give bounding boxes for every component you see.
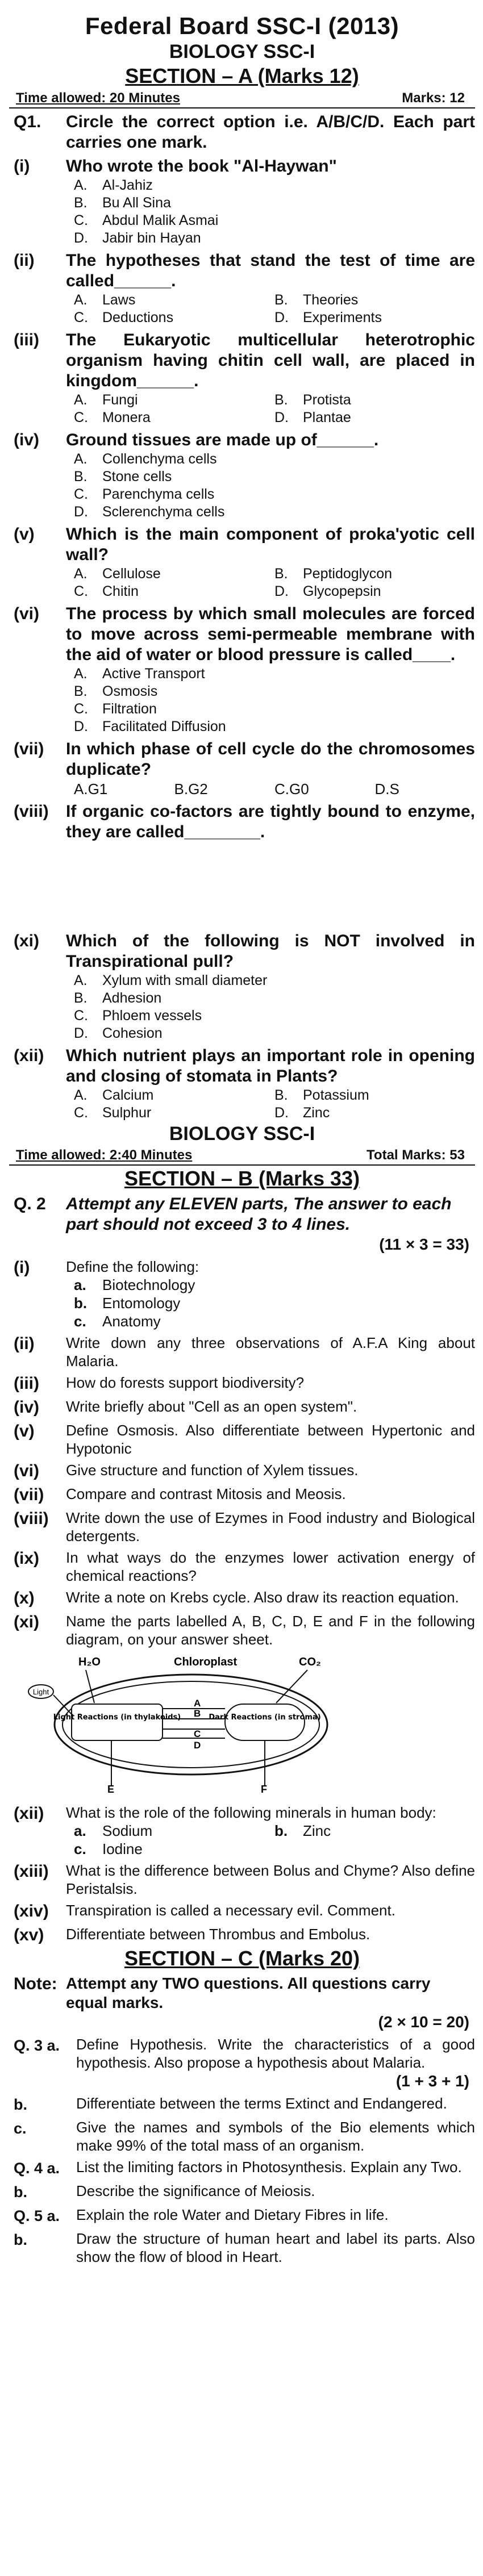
- option-letter: B.: [274, 292, 288, 308]
- question-body: [66, 1612, 475, 1648]
- short-question: [9, 1548, 475, 1585]
- sub-letter: c.: [74, 1313, 86, 1330]
- chloroplast-label: Chloroplast: [174, 1656, 238, 1668]
- question-text: Differentiate between Thrombus and Embolus.: [66, 1926, 370, 1943]
- question-text: In what ways do the enzymes lower activation energy of chemical reactions?: [66, 1549, 475, 1584]
- option-letter: D.: [274, 583, 289, 599]
- light-label: Light: [32, 1688, 49, 1696]
- question-body: [66, 1421, 475, 1458]
- option-letter: D.: [274, 1105, 289, 1121]
- mcq-question: [9, 739, 475, 798]
- option-text: Sclerenchyma cells: [102, 504, 225, 520]
- option-letter: B.: [274, 392, 288, 408]
- option-text: Active Transport: [102, 666, 205, 682]
- question-number: (viii): [14, 1509, 49, 1528]
- question-body: [66, 1548, 475, 1585]
- option-text: Jabir bin Hayan: [102, 230, 201, 246]
- question-number: b.: [14, 2096, 27, 2113]
- option-letter: B.: [74, 683, 88, 699]
- blank-gap: [9, 842, 475, 928]
- label-a: A: [194, 1698, 201, 1709]
- question-text: Define Osmosis. Also differentiate between Hypertonic and Hypotonic: [66, 1422, 475, 1457]
- question-text: Draw the structure of human heart and label its parts. Also show the flow of blood in Heart.: [76, 2230, 475, 2265]
- option-letter: B.: [274, 566, 288, 582]
- question-body: [66, 1901, 475, 1919]
- question-text: List the limiting factors in Photosynthesis. Explain any Two.: [76, 2159, 462, 2176]
- long-question: [9, 2035, 475, 2091]
- paper-title: Federal Board SSC-I (2013): [85, 12, 399, 39]
- question-number: (viii): [14, 802, 49, 821]
- option-letter: A.: [74, 451, 88, 467]
- question-number: Q. 4 a.: [14, 2160, 60, 2177]
- question-number: (xi): [14, 1613, 39, 1631]
- total-marks: Total Marks: 53: [367, 1147, 465, 1163]
- section-b-heading: SECTION – B (Marks 33): [124, 1167, 360, 1190]
- co2-label: CO₂: [299, 1656, 321, 1668]
- question-number: Q1.: [14, 112, 41, 131]
- option-text: Abdul Malik Asmai: [102, 212, 219, 228]
- option-letter: B.: [74, 990, 88, 1006]
- question-2: [9, 1194, 475, 1254]
- option-text: Laws: [102, 292, 136, 308]
- option-text: Bu All Sina: [102, 195, 171, 211]
- mcq-question: [9, 156, 475, 247]
- option-letter: b.: [274, 1822, 288, 1839]
- option-letter: A.: [74, 292, 88, 308]
- option-letter: B.: [74, 195, 88, 211]
- question-body: [66, 1485, 475, 1503]
- option-letter: C.: [274, 780, 289, 798]
- option-letter: D.: [274, 410, 289, 425]
- option-text: G1: [88, 780, 108, 798]
- note-label: Note:: [14, 1974, 57, 1993]
- option-text: Al-Jahiz: [102, 177, 153, 193]
- question-text: Ground tissues are made up of______.: [66, 431, 379, 449]
- question-body: [66, 524, 475, 600]
- question-body: [76, 2118, 475, 2155]
- question-text: Who wrote the book "Al-Haywan": [66, 157, 337, 176]
- question-text: What is the role of the following minerals in human body:: [66, 1804, 436, 1821]
- question-number: Q. 3 a.: [14, 2037, 60, 2054]
- options-list: [66, 177, 475, 247]
- question-body: [66, 1509, 475, 1545]
- question-number: (vii): [14, 1485, 44, 1504]
- question-body: [66, 1373, 475, 1392]
- short-question: [9, 1397, 475, 1418]
- short-question: [9, 1612, 475, 1648]
- option-letter: C.: [74, 1105, 88, 1121]
- option-text: Peptidoglycon: [303, 566, 393, 582]
- minerals-list: [66, 1822, 475, 1858]
- section-c-note: [9, 1974, 475, 2032]
- options-list: [66, 1087, 475, 1122]
- option-text: Osmosis: [102, 683, 158, 699]
- option-letter: B.: [74, 469, 88, 485]
- option-text: Adhesion: [102, 990, 162, 1006]
- long-questions: [9, 2035, 475, 2266]
- short-question: [9, 1258, 475, 1330]
- question-body: [66, 1461, 475, 1479]
- question-number: (i): [14, 1258, 30, 1277]
- option: [74, 780, 174, 798]
- option-text: Iodine: [102, 1840, 143, 1857]
- question-text: Give structure and function of Xylem tissues.: [66, 1462, 359, 1479]
- question-number: (xi): [14, 932, 39, 950]
- option-text: S: [389, 780, 399, 798]
- option: [174, 780, 275, 798]
- question-body: [66, 604, 475, 736]
- question-number: (xii): [14, 1804, 44, 1823]
- option-letter: A.: [74, 392, 88, 408]
- question-body: [76, 2182, 475, 2200]
- mcq-question: [9, 430, 475, 521]
- question-text: Differentiate between the terms Extinct and Endangered.: [76, 2095, 447, 2112]
- mcq-question: [9, 931, 475, 1042]
- question-text: Explain the role Water and Dietary Fibres in life.: [76, 2206, 389, 2223]
- label-e: E: [107, 1784, 115, 1794]
- option-text: Filtration: [102, 701, 157, 717]
- marks-a: Marks: 12: [402, 90, 465, 106]
- mcq-question: [9, 604, 475, 736]
- time-allowed-part2: Time allowed: 2:40 Minutes: [16, 1147, 193, 1163]
- subject-title: BIOLOGY SSC-I: [169, 41, 315, 62]
- question-text: Which of the following is NOT involved in Transpirational pull?: [66, 932, 475, 971]
- options-list: [66, 972, 475, 1042]
- option-text: Fungi: [102, 392, 138, 408]
- option-letter: D.: [74, 230, 88, 246]
- option-text: Theories: [303, 292, 359, 308]
- long-question: [9, 2206, 475, 2226]
- options-list: [66, 565, 475, 600]
- question-text: Which nutrient plays an important role in opening and closing of stomata in Plants?: [66, 1046, 475, 1085]
- option-text: Glycopepsin: [303, 583, 381, 599]
- section-a-meta: [9, 88, 475, 108]
- option-letter: A.: [74, 566, 88, 582]
- question-number: (vi): [14, 1462, 39, 1480]
- question-number: (ix): [14, 1549, 39, 1568]
- short-question: [9, 1461, 475, 1481]
- question-body: [66, 801, 475, 842]
- question-number: b.: [14, 2183, 27, 2201]
- question-number: (iii): [14, 331, 39, 349]
- short-question: [9, 1421, 475, 1458]
- question-text: Define the following:: [66, 1258, 199, 1275]
- option-letter: C.: [74, 1008, 88, 1024]
- sub-parts: [66, 1276, 475, 1330]
- option-text: Protista: [303, 392, 351, 408]
- label-d: D: [194, 1740, 201, 1751]
- sub-letter: b.: [74, 1295, 88, 1312]
- question-text: Which is the main component of proka'yotic cell wall?: [66, 525, 475, 564]
- question-number: (x): [14, 1589, 35, 1608]
- option-text: Monera: [102, 410, 151, 425]
- option-text: G0: [289, 780, 309, 798]
- h2o-label: H₂O: [78, 1656, 101, 1668]
- part2-subject-title: BIOLOGY SSC-I: [169, 1123, 315, 1145]
- part2-meta: [9, 1145, 475, 1166]
- option: [274, 780, 375, 798]
- question-body: [66, 931, 475, 1042]
- option-letter: C.: [74, 583, 88, 599]
- question-text: Write down any three observations of A.F.A King about Malaria.: [66, 1334, 475, 1370]
- note-marks: (2 × 10 = 20): [378, 2013, 469, 2031]
- sub-text: Entomology: [102, 1295, 181, 1312]
- question-number: (iv): [14, 431, 39, 449]
- question-body: [76, 2094, 475, 2112]
- option-letter: D.: [74, 504, 88, 520]
- option-letter: C.: [74, 701, 88, 717]
- question-number: (ii): [14, 1334, 35, 1353]
- option-letter: A.: [74, 177, 88, 193]
- option-letter: A.: [74, 780, 88, 798]
- question-body: [66, 1397, 475, 1416]
- option-text: Stone cells: [102, 469, 172, 485]
- question-text: The process by which small molecules are forced to move across semi-permeable membrane with the aid of water or blood pressure is called____.: [66, 604, 475, 664]
- options-list: [66, 450, 475, 521]
- options-list: [66, 780, 475, 798]
- mcq-question: [9, 1046, 475, 1122]
- option-text: G2: [188, 780, 208, 798]
- dark-reactions-box: [225, 1704, 305, 1740]
- section-c-heading: SECTION – C (Marks 20): [124, 1947, 360, 1970]
- question-text: The hypotheses that stand the test of time are called______.: [66, 251, 475, 290]
- option-letter: D.: [374, 780, 390, 798]
- option-text: Calcium: [102, 1087, 154, 1103]
- long-question: [9, 2158, 475, 2178]
- option-letter: B.: [274, 1087, 288, 1103]
- question-body: [76, 2035, 475, 2091]
- sub-letter: a.: [74, 1276, 86, 1293]
- label-c: C: [194, 1729, 201, 1739]
- short-question: [9, 1509, 475, 1545]
- note-text: Attempt any TWO questions. All questions carry equal marks.: [66, 1974, 431, 2011]
- option: [375, 780, 476, 798]
- question-text: If organic co-factors are tightly bound to enzyme, they are called________.: [66, 802, 475, 841]
- option-letter: C.: [74, 212, 88, 228]
- option-letter: A.: [74, 1087, 88, 1103]
- option-text: Sulphur: [102, 1105, 152, 1121]
- options-list: [66, 291, 475, 327]
- option-letter: D.: [74, 719, 88, 734]
- question-number: Q. 5 a.: [14, 2207, 60, 2224]
- mcq-question: [9, 801, 475, 842]
- short-question: [9, 1334, 475, 1370]
- option-letter: D.: [274, 310, 289, 325]
- question-number: b.: [14, 2231, 27, 2248]
- option-letter: c.: [74, 1840, 86, 1857]
- option-text: Experiments: [303, 310, 382, 325]
- long-question: [9, 2118, 475, 2155]
- option-letter: C.: [74, 486, 88, 502]
- short-question: [9, 1901, 475, 1922]
- question-number: (vi): [14, 604, 39, 623]
- sub-text: Anatomy: [102, 1313, 161, 1330]
- option-text: Chitin: [102, 583, 139, 599]
- option-letter: C.: [74, 410, 88, 425]
- question-number: Q. 2: [14, 1195, 46, 1213]
- question-text: Give the names and symbols of the Bio elements which make 99% of the total mass of an organism.: [76, 2119, 475, 2154]
- question-text: Transpiration is called a necessary evil. Comment.: [66, 1902, 395, 1919]
- option-text: Sodium: [102, 1822, 153, 1839]
- question-body: [66, 1258, 475, 1330]
- option-text: Cellulose: [102, 566, 161, 582]
- option-letter: C.: [74, 310, 88, 325]
- question-text: How do forests support biodiversity?: [66, 1374, 305, 1391]
- question-number: (i): [14, 157, 30, 176]
- option-letter: D.: [74, 1025, 88, 1041]
- question-text: Attempt any ELEVEN parts, The answer to each part should not exceed 3 to 4 lines.: [66, 1195, 452, 1234]
- question-number: (xv): [14, 1926, 44, 1944]
- question-body: [66, 430, 475, 521]
- question-marks: (1 + 3 + 1): [395, 2072, 469, 2090]
- question-number: (v): [14, 1422, 35, 1441]
- option-text: Plantae: [303, 410, 351, 425]
- option-text: Zinc: [303, 1105, 330, 1121]
- option-text: Facilitated Diffusion: [102, 719, 226, 734]
- option-text: Collenchyma cells: [102, 451, 217, 467]
- question-number: (v): [14, 525, 35, 544]
- question-number: (iv): [14, 1398, 39, 1417]
- question-number: (xii): [14, 1046, 44, 1065]
- question-body: [66, 1046, 475, 1122]
- question-number: (xiii): [14, 1862, 49, 1881]
- question-number: (ii): [14, 251, 35, 270]
- light-reactions-label: Light Reactions (in thylakoids): [53, 1713, 181, 1722]
- label-b: B: [194, 1708, 201, 1719]
- question-1: [9, 112, 475, 153]
- short-question-xii: [9, 1803, 475, 1858]
- short-question: [9, 1373, 475, 1394]
- options-list: [66, 665, 475, 736]
- question-body: [66, 156, 475, 247]
- short-questions-continued: [9, 1861, 475, 1945]
- question-text: Write a note on Krebs cycle. Also draw its reaction equation.: [66, 1589, 459, 1606]
- question-body: [76, 2230, 475, 2266]
- question-number: c.: [14, 2120, 27, 2137]
- option-text: Zinc: [303, 1822, 331, 1839]
- mcq-question: [9, 250, 475, 327]
- question-body: [66, 739, 475, 798]
- question-body: [66, 1588, 475, 1606]
- question-text: What is the difference between Bolus and Chyme? Also define Peristalsis.: [66, 1862, 475, 1897]
- section-a-heading: SECTION – A (Marks 12): [125, 64, 359, 87]
- question-text: Write down the use of Ezymes in Food industry and Biological detergents.: [66, 1509, 475, 1544]
- question-body: [66, 330, 475, 427]
- mcq-question: [9, 330, 475, 427]
- short-question: [9, 1861, 475, 1898]
- option-letter: A.: [74, 972, 88, 988]
- option-letter: A.: [74, 666, 88, 682]
- mcq-list-continued: [9, 931, 475, 1122]
- option-text: Cohesion: [102, 1025, 163, 1041]
- options-list: [66, 391, 475, 427]
- dark-reactions-label: Dark Reactions (in stroma): [209, 1713, 321, 1722]
- time-allowed-a: Time allowed: 20 Minutes: [16, 90, 180, 106]
- mcq-question: [9, 524, 475, 600]
- mcq-list: [9, 156, 475, 842]
- short-questions: [9, 1258, 475, 1648]
- question-text: Name the parts labelled A, B, C, D, E and F in the following diagram, on your answer sheet.: [66, 1613, 475, 1648]
- long-question: [9, 2094, 475, 2115]
- option-letter: B.: [174, 780, 189, 798]
- option-text: Parenchyma cells: [102, 486, 215, 502]
- short-question: [9, 1925, 475, 1945]
- question-number: (xiv): [14, 1902, 49, 1920]
- long-question: [9, 2230, 475, 2266]
- question-text: The Eukaryotic multicellular heterotrophic organism having chitin cell wall, are placed in kingdom______.: [66, 331, 475, 390]
- question-body: [66, 1334, 475, 1370]
- option-letter: a.: [74, 1822, 86, 1839]
- label-f: F: [261, 1784, 267, 1794]
- question-body: [76, 2158, 475, 2176]
- question-text: Write briefly about "Cell as an open system".: [66, 1398, 357, 1415]
- question-number: (iii): [14, 1374, 39, 1393]
- question-text: In which phase of cell cycle do the chromosomes duplicate?: [66, 740, 475, 779]
- exam-page: [0, 12, 483, 2576]
- question-body: [66, 1925, 475, 1943]
- sub-text: Biotechnology: [102, 1276, 195, 1293]
- question-text: Compare and contrast Mitosis and Meosis.: [66, 1485, 346, 1502]
- short-question: [9, 1485, 475, 1505]
- photosynthesis-diagram: [26, 1652, 344, 1794]
- question-text: Describe the significance of Meiosis.: [76, 2182, 315, 2199]
- light-reactions-box: [72, 1704, 163, 1740]
- option-text: Deductions: [102, 310, 174, 325]
- question-body: [66, 250, 475, 327]
- question-body: [76, 2206, 475, 2224]
- question-body: [66, 1861, 475, 1898]
- question-number: (vii): [14, 740, 44, 758]
- long-question: [9, 2182, 475, 2202]
- question-text: Circle the correct option i.e. A/B/C/D. Each part carries one mark.: [66, 112, 475, 152]
- short-question: [9, 1588, 475, 1609]
- option-text: Potassium: [303, 1087, 369, 1103]
- option-text: Xylum with small diameter: [102, 972, 268, 988]
- question-text: Define Hypothesis. Write the characteristics of a good hypothesis. Also propose a hypothesis about Malaria.: [76, 2036, 475, 2071]
- question-marks: (11 × 3 = 33): [379, 1235, 469, 1253]
- light-arrow: [53, 1695, 72, 1714]
- option-text: Phloem vessels: [102, 1008, 202, 1024]
